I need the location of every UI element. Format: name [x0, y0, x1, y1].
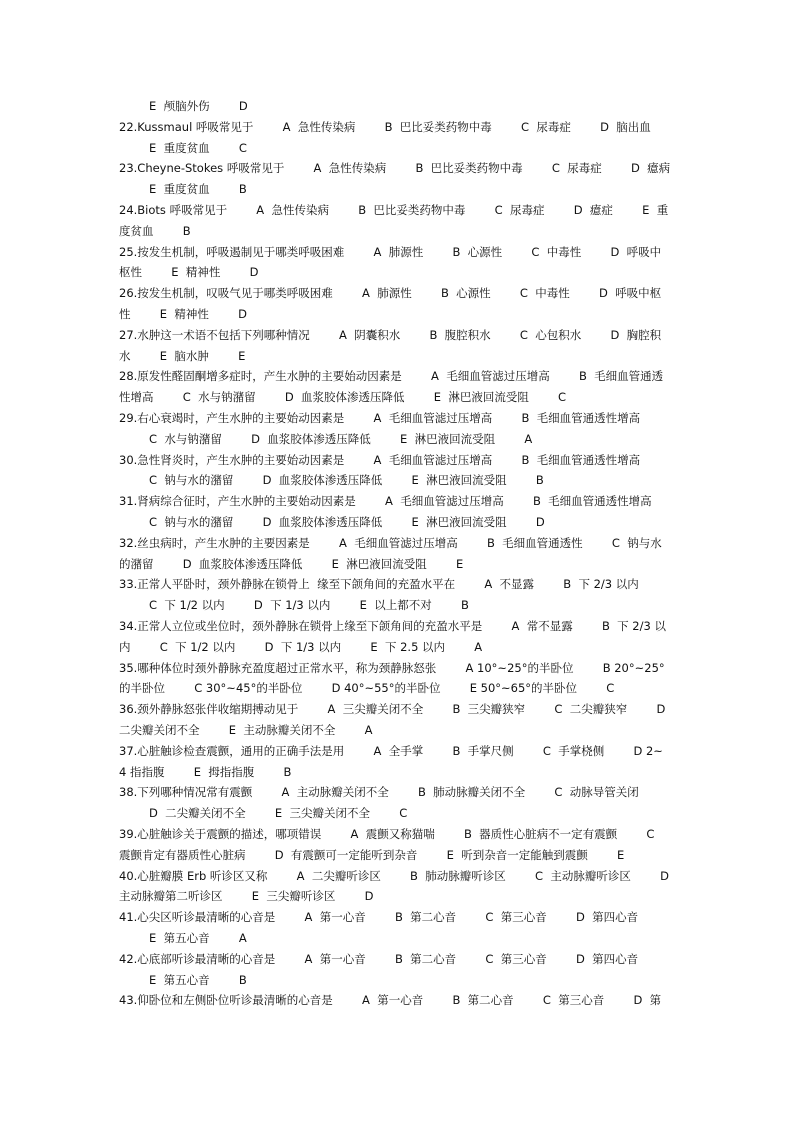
text-line: 43.仰卧位和左侧卧位听诊最清晰的心音是 A 第一心音 B 第二心音 C 第三心音 D 第	[119, 993, 662, 1008]
text-line: 震颤肯定有器质性心脏病 D 有震颤可一定能听到杂音 E 听到杂音一定能触到震颤 E	[119, 847, 625, 862]
text-line: 31.肾病综合征时，产生水肿的主要始动因素是 A 毛细血管滤过压增高 B 毛细血管通透性增高	[119, 494, 652, 509]
text-line: 37.心脏触诊检查震颤，通用的正确手法是用 A 全手掌 B 手掌尺侧 C 手掌桡侧 D 2~	[119, 743, 663, 758]
text-line: 性增高 C 水与钠潴留 D 血浆胶体渗透压降低 E 淋巴液回流受阻 C	[119, 390, 567, 405]
text-line: 36.颈外静脉怒张伴收缩期搏动见于 A 三尖瓣关闭不全 B 三尖瓣狭窄 C 二尖瓣狭窄 D	[119, 702, 666, 717]
text-line: 39.心脏触诊关于震颤的描述，哪项错误 A 震颤又称猫喘 B 器质性心脏病不一定有震颤 C	[119, 827, 655, 841]
text-line: 内 C 下 1/2 以内 D 下 1/3 以内 E 下 2.5 以内 A	[119, 639, 483, 654]
text-line: 35.哪种体位时颈外静脉充盈度超过正常水平，称为颈静脉怒张 A 10°~25°的半卧位 B 20°~25°	[119, 660, 665, 675]
text-line: E 第五心音 B	[149, 972, 247, 987]
text-line: D 二尖瓣关闭不全 E 三尖瓣关闭不全 C	[149, 806, 408, 821]
text-line: E 重度贫血 C	[149, 140, 247, 155]
text-line: 41.心尖区听诊最清晰的心音是 A 第一心音 B 第二心音 C 第三心音 D 第四心音	[119, 910, 639, 925]
text-line: 28.原发性醛固酮增多症时，产生水肿的主要始动因素是 A 毛细血管滤过压增高 B 毛细血管通透	[119, 369, 664, 384]
text-line: E 重度贫血 B	[149, 182, 247, 197]
text-line: C 水与钠潴留 D 血浆胶体渗透压降低 E 淋巴液回流受阻 A	[149, 431, 533, 446]
text-line: 25.按发生机制，呼吸遏制见于哪类呼吸困难 A 肺源性 B 心源性 C 中毒性 D 呼吸中	[119, 244, 662, 259]
text-line: 38.下列哪种情况常有震颤 A 主动脉瓣关闭不全 B 肺动脉瓣关闭不全 C 动脉导管关闭	[119, 785, 639, 800]
text-line: 26.按发生机制，叹吸气见于哪类呼吸困难 A 肺源性 B 心源性 C 中毒性 D 呼吸中枢	[119, 286, 662, 301]
text-line: 的潴留 D 血浆胶体渗透压降低 E 淋巴液回流受阻 E	[119, 556, 464, 571]
text-line: 32.丝虫病时，产生水肿的主要因素是 A 毛细血管滤过压增高 B 毛细血管通透性 C 钠与水	[119, 535, 662, 550]
text-line: C 钠与水的潴留 D 血浆胶体渗透压降低 E 淋巴液回流受阻 B	[149, 473, 544, 488]
text-line: 4 指指腹 E 拇指指腹 B	[119, 764, 292, 779]
text-line: 34.正常人立位或坐位时，颈外静脉在锁骨上缘至下颌角间的充盈水平是 A 常不显露 B 下 2/3 以	[119, 619, 666, 633]
text-line: E 第五心音 A	[149, 931, 247, 945]
text-line: 枢性 E 精神性 D	[119, 265, 259, 280]
text-line: 42.心底部听诊最清晰的心音是 A 第一心音 B 第二心音 C 第三心音 D 第四心音	[119, 951, 639, 966]
text-line: 的半卧位 C 30°~45°的半卧位 D 40°~55°的半卧位 E 50°~65°的半卧位 C	[119, 681, 615, 696]
text-line: 33.正常人平卧时，颈外静脉在锁骨上 缘至下颌角间的充盈水平在 A 不显露 B 下 2/3 以内	[119, 577, 639, 592]
text-line: C 下 1/2 以内 D 下 1/3 以内 E 以上都不对 B	[149, 598, 469, 613]
text-line: 27.水肿这一术语不包括下列哪种情况 A 阴囊积水 B 腹腔积水 C 心包积水 D 胸腔积	[119, 327, 662, 342]
text-line: E 颅脑外伤 D	[149, 99, 248, 113]
text-line: 二尖瓣关闭不全 E 主动脉瓣关闭不全 A	[119, 723, 373, 737]
text-line: 23.Cheyne-Stokes 呼吸常见于 A 急性传染病 B 巴比妥类药物中毒 C 尿毒症 D 癔病	[119, 161, 671, 176]
text-line: 24.Biots 呼吸常见于 A 急性传染病 B 巴比妥类药物中毒 C 尿毒症 D 癔症 E 重	[119, 203, 669, 217]
text-line: 40.心脏瓣膜 Erb 听诊区又称 A 二尖瓣听诊区 B 肺动脉瓣听诊区 C 主动脉瓣听诊区 D	[119, 868, 669, 883]
text-line: 水 E 脑水肿 E	[119, 348, 246, 363]
text-line: 性 E 精神性 D	[119, 307, 247, 321]
text-line: 22.Kussmaul 呼吸常见于 A 急性传染病 B 巴比妥类药物中毒 C 尿毒症 D 脑出血	[119, 119, 651, 134]
text-line: 主动脉瓣第二听诊区 E 三尖瓣听诊区 D	[119, 889, 374, 904]
text-line: 29.右心衰竭时，产生水肿的主要始动因素是 A 毛细血管滤过压增高 B 毛细血管通透性增高	[119, 411, 641, 425]
text-line: 30.急性肾炎时，产生水肿的主要始动因素是 A 毛细血管滤过压增高 B 毛细血管通透性增高	[119, 452, 641, 467]
text-line: C 钠与水的潴留 D 血浆胶体渗透压降低 E 淋巴液回流受阻 D	[149, 515, 545, 529]
text-line: 度贫血 B	[119, 223, 191, 238]
